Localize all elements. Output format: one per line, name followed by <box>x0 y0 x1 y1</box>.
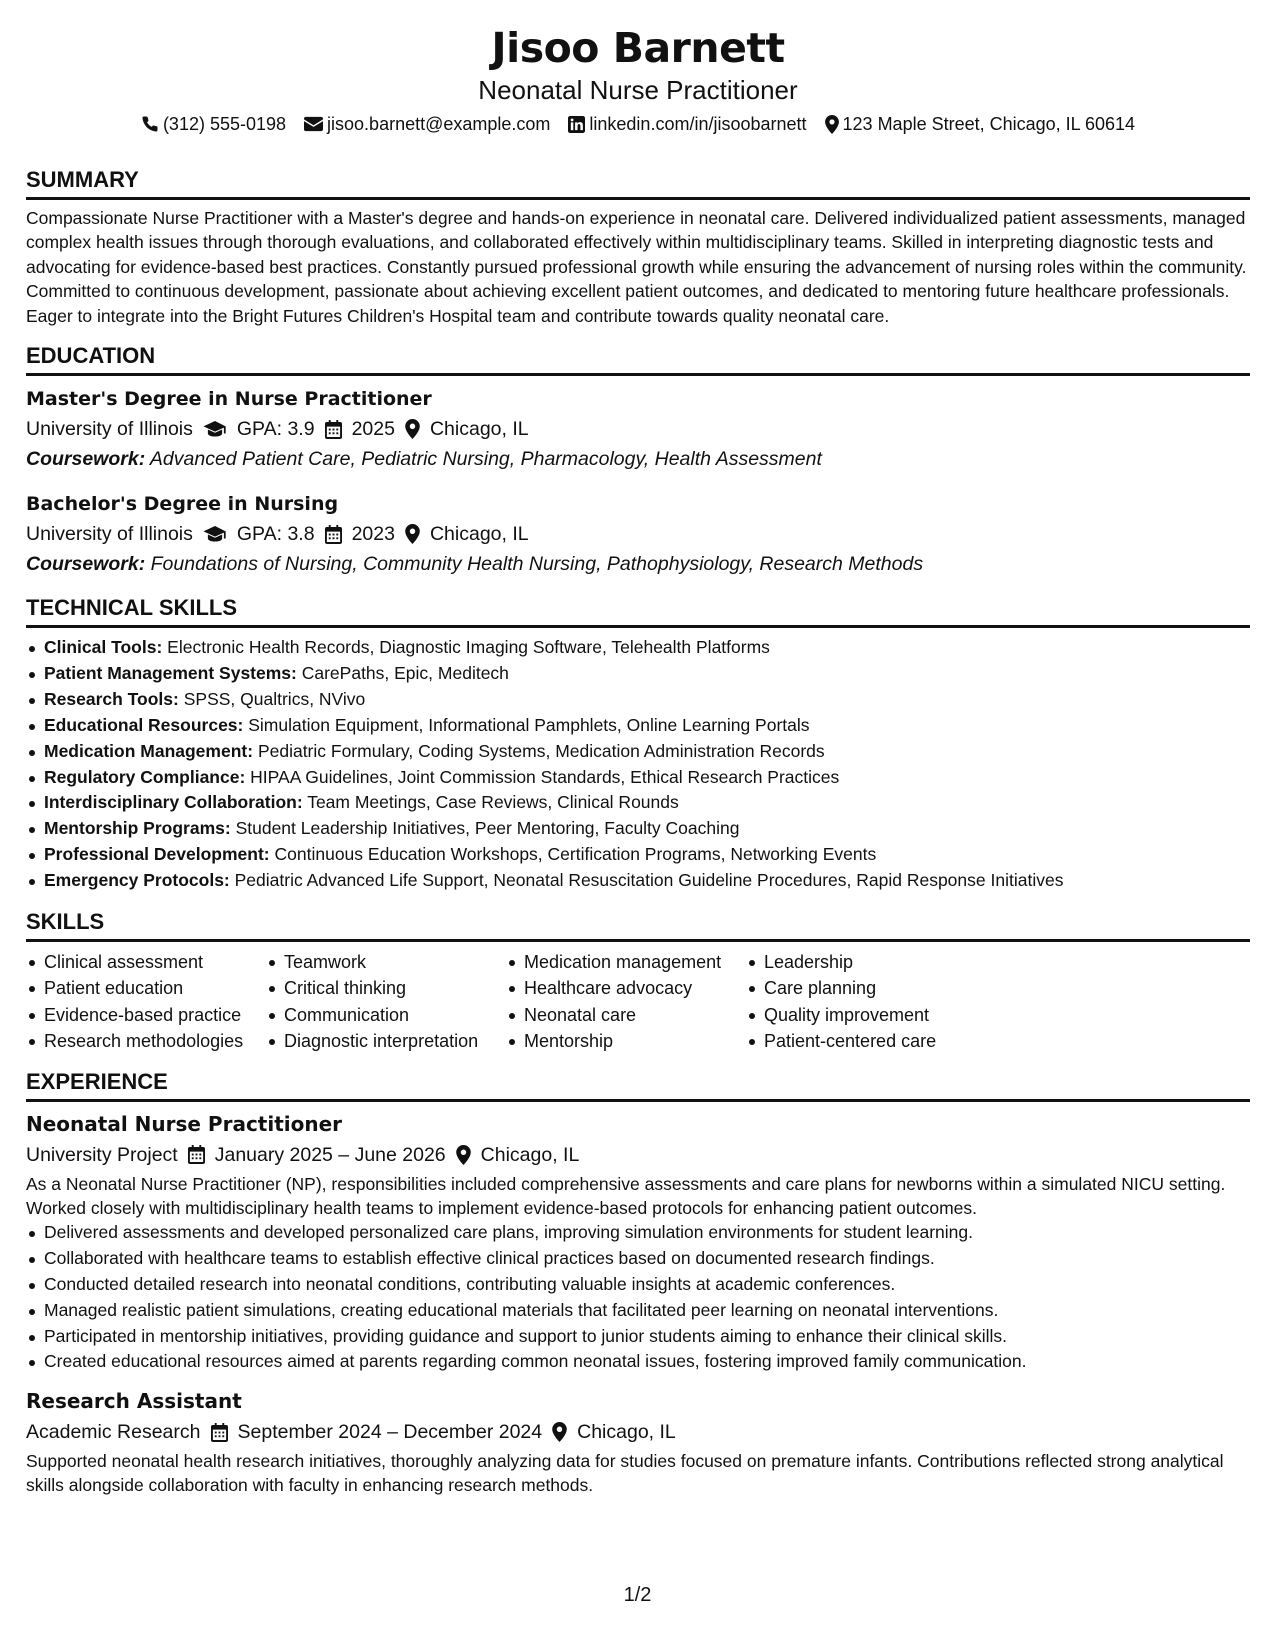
skill-values: Continuous Education Workshops, Certification Programs, Networking Events <box>274 844 877 865</box>
graduation-cap-icon <box>203 421 227 437</box>
job-title: Research Assistant <box>26 1389 242 1414</box>
map-marker-icon <box>825 115 839 134</box>
experience-section <box>26 1068 1250 1497</box>
list-item: Mentorship <box>506 1028 746 1054</box>
skill-values: Team Meetings, Case Reviews, Clinical Rounds <box>307 792 679 813</box>
education-item <box>26 489 1250 580</box>
summary-section <box>26 166 1250 328</box>
list-item: Neonatal care <box>506 1002 746 1028</box>
summary-heading: SUMMARY <box>26 166 1250 200</box>
skill-category: Educational Resources: <box>44 714 244 735</box>
list-item: Leadership <box>746 949 986 975</box>
gpa: GPA: 3.8 <box>236 523 315 546</box>
contact-phone[interactable] <box>141 112 286 136</box>
list-item <box>26 816 1250 842</box>
skill-values: Pediatric Advanced Life Support, Neonatal Resuscitation Guideline Procedures, Rapid Response Initiatives <box>234 870 1064 891</box>
list-item: Healthcare advocacy <box>506 975 746 1001</box>
skill-category: Emergency Protocols: <box>44 870 230 891</box>
list-item: Research methodologies <box>26 1028 266 1054</box>
list-item: Patient education <box>26 975 266 1001</box>
skill-category: Clinical Tools: <box>44 637 163 658</box>
degree-title: Master's Degree in Nurse Practitioner <box>26 388 432 411</box>
list-item: Created educational resources aimed at parents regarding common neonatal issues, fostering improved family communication. <box>26 1349 1250 1375</box>
list-item: Care planning <box>746 975 986 1001</box>
skill-values: HIPAA Guidelines, Joint Commission Standards, Ethical Research Practices <box>250 766 840 787</box>
job-description: Supported neonatal health research initiatives, thoroughly analyzing data for studies focused on premature infants. Contributions reflected strong analytical skills alongside collaboration with faculty in enhancing research methods. <box>26 1451 1224 1496</box>
list-item: Critical thinking <box>266 975 506 1001</box>
skill-values: Electronic Health Records, Diagnostic Imaging Software, Telehealth Platforms <box>167 637 770 658</box>
list-item: Delivered assessments and developed personalized care plans, improving simulation environments for student learning. <box>26 1220 1250 1246</box>
technical-skills-heading: TECHNICAL SKILLS <box>26 594 1250 628</box>
skills-column <box>506 949 746 1054</box>
map-marker-icon <box>552 1422 567 1442</box>
graduation-year: 2025 <box>351 418 395 441</box>
list-item: Teamwork <box>266 949 506 975</box>
list-item: Evidence-based practice <box>26 1002 266 1028</box>
organization: University Project <box>26 1143 178 1166</box>
map-marker-icon <box>405 419 420 439</box>
job-title: Neonatal Nurse Practitioner <box>26 1111 343 1136</box>
list-item <box>26 661 1250 687</box>
degree-title: Bachelor's Degree in Nursing <box>26 493 339 516</box>
skills-heading: SKILLS <box>26 908 1250 942</box>
contact-phone-text: (312) 555-0198 <box>162 114 287 134</box>
gpa: GPA: 3.9 <box>236 418 315 441</box>
contact-linkedin-text: linkedin.com/in/jisoobarnett <box>589 114 807 134</box>
calendar-icon <box>188 1145 205 1164</box>
list-item <box>26 868 1250 894</box>
education-meta <box>26 519 1250 549</box>
contact-bar <box>26 112 1250 136</box>
list-item: Medication management <box>506 949 746 975</box>
skill-category: Interdisciplinary Collaboration: <box>44 792 303 813</box>
coursework <box>26 444 1250 475</box>
list-item <box>26 713 1250 739</box>
map-marker-icon <box>405 524 420 544</box>
resume-page <box>26 22 1250 1497</box>
coursework-list: Advanced Patient Care, Pediatric Nursing, Pharmacology, Health Assessment <box>149 448 822 471</box>
skill-category: Medication Management: <box>44 740 254 761</box>
technical-skills-list <box>26 635 1250 894</box>
job-dates: January 2025 – June 2026 <box>214 1143 446 1166</box>
skills-section <box>26 908 1250 1054</box>
list-item <box>26 765 1250 791</box>
skill-category: Patient Management Systems: <box>44 662 297 683</box>
coursework-label: Coursework: <box>26 553 146 576</box>
experience-heading: EXPERIENCE <box>26 1068 1250 1102</box>
list-item <box>26 790 1250 816</box>
education-item <box>26 384 1250 475</box>
contact-address <box>825 112 1136 136</box>
candidate-title: Neonatal Nurse Practitioner <box>478 75 798 105</box>
school-location: Chicago, IL <box>429 418 529 441</box>
education-meta <box>26 414 1250 444</box>
summary-text: Compassionate Nurse Practitioner with a Master's degree and hands-on experience in neonatal care. Delivered individualized patient assessments, managed complex health issues through thorough evaluations, and collaborated effectively within multidisciplinary teams. Skilled in interpreting diagnostic tests and advocating for evidence-based best practices. Constantly pursued professional growth while ensuring the advancement of nursing roles within the community. Committed to continuous development, passionate about achieving excellent patient outcomes, and dedicated to mentoring future healthcare professionals. Eager to integrate into the Bright Futures Children's Hospital team and contribute towards quality neonatal care. <box>26 208 1247 326</box>
contact-email[interactable] <box>304 112 550 136</box>
experience-item <box>26 1108 1250 1375</box>
contact-linkedin[interactable] <box>568 112 806 136</box>
calendar-icon <box>211 1423 228 1442</box>
list-item: Patient-centered care <box>746 1028 986 1054</box>
organization: Academic Research <box>26 1421 201 1444</box>
list-item: Conducted detailed research into neonatal conditions, contributing valuable insights at academic conferences. <box>26 1272 1250 1298</box>
skill-category: Professional Development: <box>44 844 270 865</box>
coursework <box>26 549 1250 580</box>
list-item <box>26 635 1250 661</box>
skill-category: Research Tools: <box>44 688 179 709</box>
experience-item <box>26 1385 1250 1497</box>
job-meta <box>26 1140 1250 1170</box>
list-item: Managed realistic patient simulations, creating educational materials that facilitated peer learning on neonatal interventions. <box>26 1298 1250 1324</box>
technical-skills-section <box>26 594 1250 894</box>
contact-address-text: 123 Maple Street, Chicago, IL 60614 <box>842 114 1136 134</box>
skills-column <box>746 949 986 1054</box>
coursework-list: Foundations of Nursing, Community Health Nursing, Pathophysiology, Research Methods <box>150 553 924 576</box>
job-dates: September 2024 – December 2024 <box>237 1421 543 1444</box>
skills-column <box>26 949 266 1054</box>
school-location: Chicago, IL <box>429 523 529 546</box>
list-item <box>26 739 1250 765</box>
candidate-name: Jisoo Barnett <box>491 24 785 72</box>
list-item: Communication <box>266 1002 506 1028</box>
skill-values: Simulation Equipment, Informational Pamphlets, Online Learning Portals <box>248 714 810 735</box>
skill-values: Pediatric Formulary, Coding Systems, Medication Administration Records <box>257 740 825 761</box>
graduation-cap-icon <box>203 526 227 542</box>
job-bullets <box>26 1220 1250 1375</box>
school-name: University of Illinois <box>26 418 193 441</box>
linkedin-icon <box>568 116 585 133</box>
skills-grid <box>26 949 1250 1054</box>
school-name: University of Illinois <box>26 523 193 546</box>
skill-category: Regulatory Compliance: <box>44 766 246 787</box>
skill-category: Mentorship Programs: <box>44 818 231 839</box>
list-item <box>26 687 1250 713</box>
list-item: Collaborated with healthcare teams to establish effective clinical practices based on documented research findings. <box>26 1246 1250 1272</box>
envelope-icon <box>304 116 323 132</box>
job-location: Chicago, IL <box>480 1143 580 1166</box>
list-item: Participated in mentorship initiatives, providing guidance and support to junior students aiming to enhance their clinical skills. <box>26 1324 1250 1350</box>
list-item: Quality improvement <box>746 1002 986 1028</box>
skill-values: CarePaths, Epic, Meditech <box>301 662 509 683</box>
coursework-label: Coursework: <box>26 448 146 471</box>
skill-values: SPSS, Qualtrics, NVivo <box>183 688 366 709</box>
graduation-year: 2023 <box>351 523 395 546</box>
job-meta <box>26 1417 1250 1447</box>
list-item <box>26 842 1250 868</box>
skill-values: Student Leadership Initiatives, Peer Mentoring, Faculty Coaching <box>235 818 740 839</box>
contact-email-text: jisoo.barnett@example.com <box>327 114 551 134</box>
phone-icon <box>141 115 159 133</box>
list-item: Diagnostic interpretation <box>266 1028 506 1054</box>
job-description: As a Neonatal Nurse Practitioner (NP), responsibilities included comprehensive assessments and care plans for newborns within a simulated NICU setting. Worked closely with multidisciplinary health teams to implement evidence-based protocols for enhancing patient outcomes. <box>26 1173 1226 1218</box>
list-item: Clinical assessment <box>26 949 266 975</box>
job-location: Chicago, IL <box>577 1421 676 1444</box>
education-heading: EDUCATION <box>26 342 1250 376</box>
map-marker-icon <box>456 1145 471 1165</box>
calendar-icon <box>325 420 342 439</box>
skills-column <box>266 949 506 1054</box>
education-section <box>26 342 1250 580</box>
page-number: 1/2 <box>623 1584 652 1606</box>
calendar-icon <box>325 525 342 544</box>
